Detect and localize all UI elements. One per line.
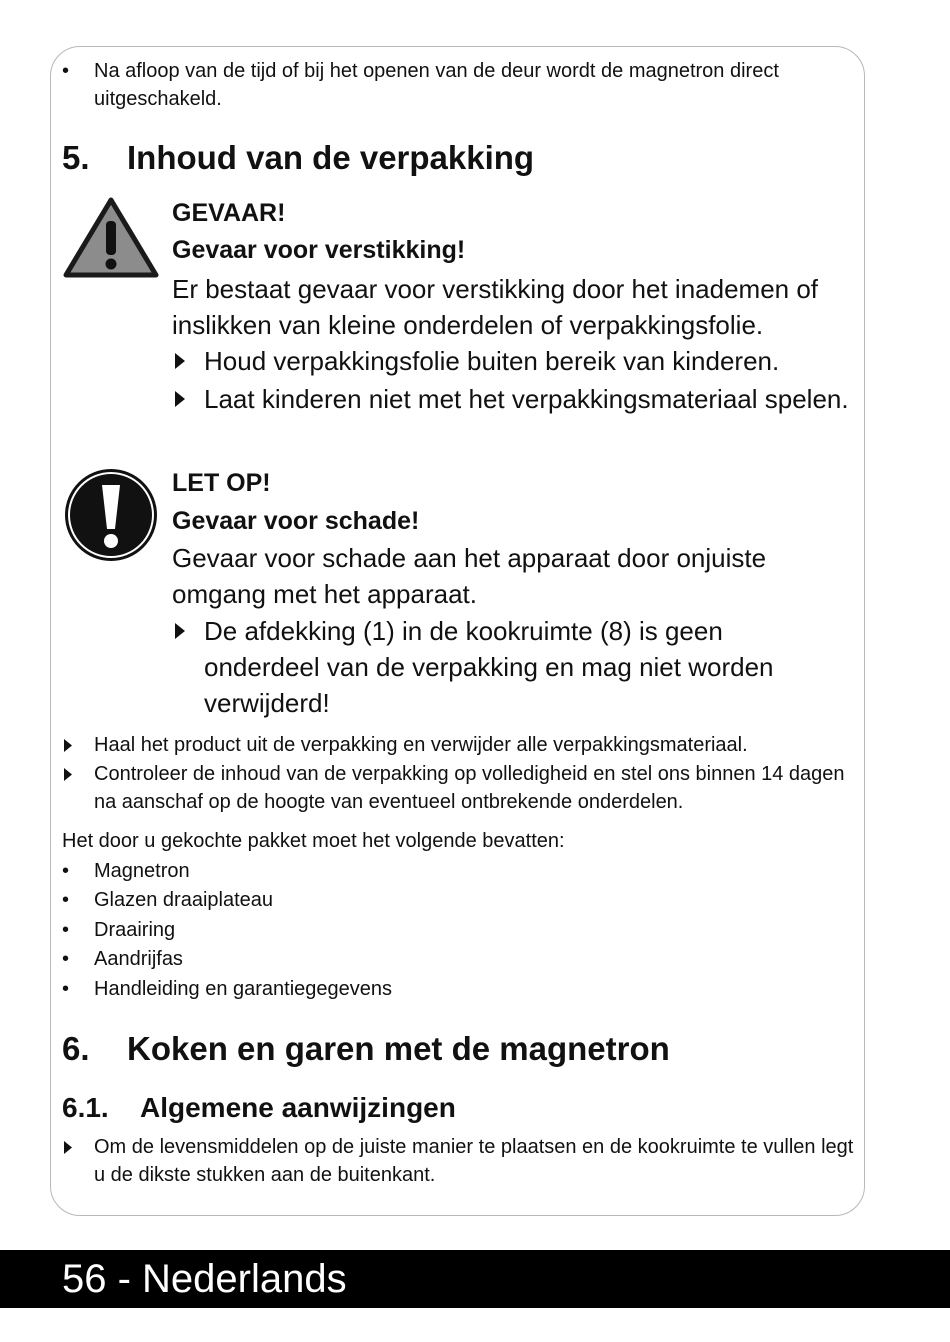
caution-subtitle: Gevaar voor schade!	[172, 507, 420, 535]
exclamation-circle-icon	[63, 467, 159, 563]
bullet-dot: •	[62, 889, 70, 911]
caution-label: LET OP!	[172, 469, 271, 497]
danger-text: Er bestaat gevaar voor verstikking door het inademen of inslikken van kleine onderdelen of verpakkingsfolie.	[172, 274, 819, 340]
instruction-2: Controleer de inhoud van de verpakking op volledigheid en stel ons binnen 14 dagen na aanschaf op de hoogte van eventueel ontbrekende onderdelen.	[94, 763, 845, 813]
danger-subtitle: Gevaar voor verstikking!	[172, 236, 466, 264]
section-6-1-number: 6.1.	[62, 1092, 109, 1123]
danger-label: GEVAAR!	[172, 199, 286, 227]
step-arrow-icon	[174, 381, 188, 417]
bullet-dot: •	[62, 948, 70, 970]
contents-item-1: Magnetron	[94, 860, 190, 882]
contents-item-3: Draairing	[94, 919, 176, 941]
step-arrow-icon	[174, 343, 188, 379]
contents-item-4: Aandrijfas	[94, 948, 183, 970]
page-number-language: 56 - Nederlands	[62, 1257, 347, 1301]
section-5-title: Inhoud van de verpakking	[127, 139, 535, 176]
intro-bullet-text: Na afloop van de tijd of bij het openen van de deur wordt de magnetron direct uitgeschakeld.	[94, 60, 779, 110]
danger-step-2: Laat kinderen niet met het verpakkingsmateriaal spelen.	[204, 384, 849, 414]
section-5-number: 5.	[62, 139, 90, 176]
danger-step-1: Houd verpakkingsfolie buiten bereik van kinderen.	[204, 346, 780, 376]
step-arrow-icon	[63, 731, 77, 759]
bullet-dot: •	[62, 919, 70, 941]
step-arrow-icon	[63, 1133, 77, 1161]
step-arrow-icon	[174, 613, 188, 649]
section-6-number: 6.	[62, 1030, 90, 1067]
section-6-title: Koken en garen met de magnetron	[127, 1030, 670, 1067]
bullet-dot: •	[62, 860, 70, 882]
contents-intro: Het door u gekochte pakket moet het volgende bevatten:	[62, 830, 565, 852]
step-arrow-icon	[63, 760, 77, 788]
page-footer	[0, 1250, 950, 1308]
warning-triangle-icon	[63, 197, 159, 279]
bullet-dot: •	[62, 60, 70, 82]
section-6-1-step-1: Om de levensmiddelen op de juiste manier te plaatsen en de kookruimte te vullen legt u de dikste stukken aan de buitenkant.	[94, 1136, 854, 1186]
section-6-1-title: Algemene aanwijzingen	[140, 1092, 456, 1123]
contents-item-5: Handleiding en garantiegegevens	[94, 978, 393, 1000]
bullet-dot: •	[62, 978, 70, 1000]
instruction-1: Haal het product uit de verpakking en verwijder alle verpakkingsmateriaal.	[94, 734, 748, 756]
caution-step-1: De afdekking (1) in de kookruimte (8) is geen onderdeel van de verpakking en mag niet worden verwijderd!	[204, 616, 774, 718]
caution-text: Gevaar voor schade aan het apparaat door onjuiste omgang met het apparaat.	[172, 543, 767, 609]
contents-item-2: Glazen draaiplateau	[94, 889, 274, 911]
